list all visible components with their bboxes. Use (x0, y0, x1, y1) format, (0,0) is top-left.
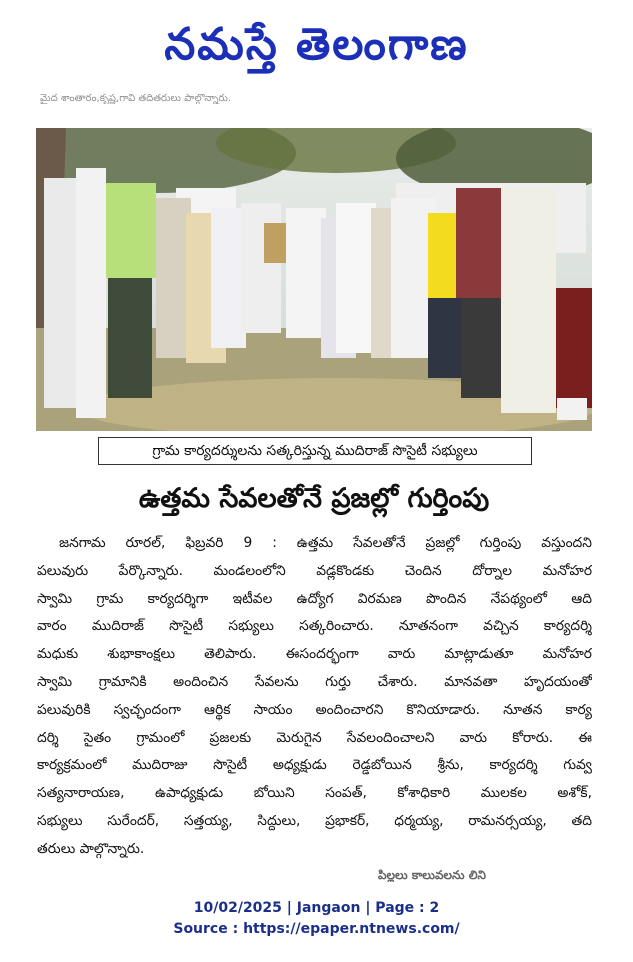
article-line: సభ్యులు సురేందర్, సత్తయ్య, సిద్దులు, ప్రభాకర్, ధర్మయ్య, రామనర్సయ్య, తది (37, 812, 592, 829)
article-body (37, 530, 592, 864)
article-line: పలువురికి స్వచ్ఛందంగా ఆర్థిక సాయం అందించారని కొనియాడారు. నూతన కార్య (37, 701, 592, 718)
article-headline: ఉత్తమ సేవలతోనే ప్రజల్లో గుర్తింపు (138, 483, 490, 514)
next-article-fragment: పిల్లలు కాలువలను లిని (378, 868, 486, 882)
news-photo (36, 128, 592, 431)
article-line: మధుకు శుభాకాంక్షలు తెలిపారు. ఈసందర్భంగా వారు మాట్లాడుతూ మనోహర (37, 646, 592, 663)
article-line: స్వామి గ్రామానికి అందించిన సేవలను గుర్తు చేశారు. మానవతా హృదయంతో (37, 673, 592, 690)
article-line: స్వామి గ్రామ కార్యదర్శిగా ఇటీవల ఉద్యోగ విరమణ పొందిన నేపథ్యంలో ఆది (37, 590, 592, 607)
newspaper-masthead: నమస్తే తెలంగాణ (164, 19, 469, 70)
footer-source-link[interactable]: Source : https://epaper.ntnews.com/ (173, 921, 460, 937)
article-line: వారం ముదిరాజ్ సొసైటీ సభ్యులు సత్కరించారు. నూతనంగా వచ్చిన కార్యదర్శి (37, 618, 592, 635)
article-line: కార్యక్రమంలో ముదిరాజు సొసైటీ అధ్యక్షుడు రెడ్డబోయిన శ్రీను, కార్యదర్శి గువ్వ (37, 757, 592, 774)
photo-caption: గ్రామ కార్యదర్శులను సత్కరిస్తున్న ముదిరాజ్ సొసైటీ సభ్యులు (98, 437, 532, 465)
footer-date-edition: 10/02/2025 | Jangaon | Page : 2 (193, 900, 440, 916)
article-line: పలువురు పేర్కొన్నారు. మండలంలోని వడ్లకొండకు చెందిన దోర్నాల మనోహర (37, 562, 592, 579)
group-photo-illustration (36, 128, 592, 431)
article-line: దర్శి సైతం గ్రామంలో ప్రజలకు మెరుగైన సేవలందించాలని వారు కోరారు. ఈ (37, 729, 592, 746)
article-line: తరులు పాల్గొన్నారు. (37, 840, 145, 857)
article-line: జనగామ రూరల్, ఫిబ్రవరి 9 : ఉత్తమ సేవలతోనే ప్రజల్లో గుర్తింపు వస్తుందని (59, 535, 592, 551)
previous-article-fragment: మైద శాంతారం,కృష్ణ,గావి తదితరులు పాల్గొన్నారు. (40, 93, 231, 104)
article-line: సత్యనారాయణ, ఉపాధ్యక్షుడు బోయిని సంపత్, కోశాధికారి ములకల అశోక్, (37, 785, 592, 802)
